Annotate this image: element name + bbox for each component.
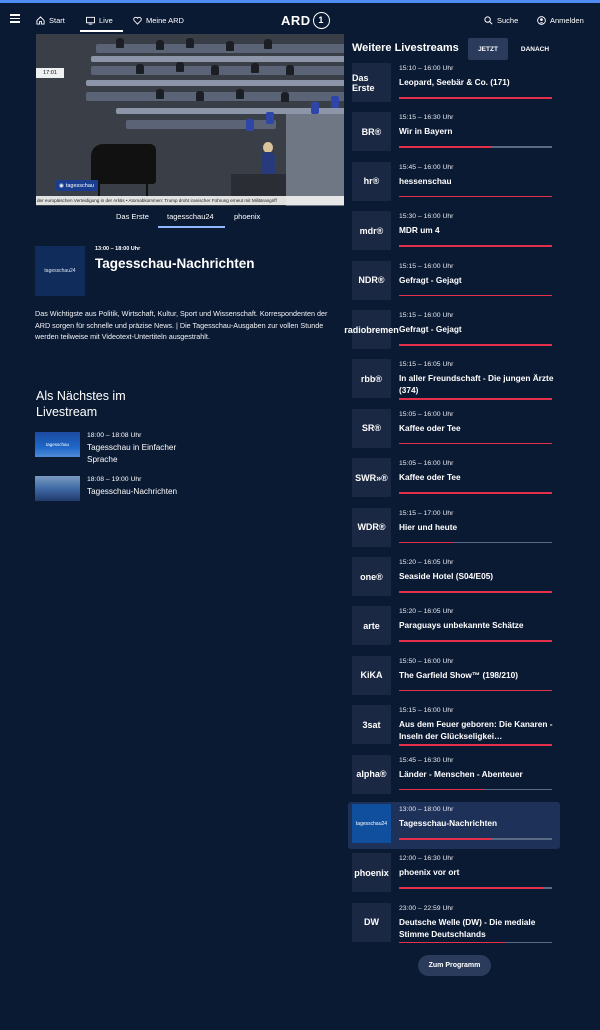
stream-progress-bar [399, 744, 552, 746]
stream-progress-bar [399, 398, 552, 400]
stream-progress-bar [399, 942, 552, 944]
stream-progress-fill [399, 942, 506, 944]
tab-tagesschau24[interactable]: tagesschau24 [167, 212, 214, 221]
logo-text: ARD [281, 12, 311, 28]
person [236, 89, 244, 99]
nav-start[interactable] [36, 11, 65, 29]
login-button[interactable] [537, 11, 584, 29]
stream-progress-bar [399, 838, 552, 840]
stream-progress-fill [399, 492, 552, 494]
stream-time: 15:15 – 16:05 Uhr [399, 361, 454, 369]
ard-logo[interactable] [281, 11, 330, 29]
stream-progress-fill [399, 344, 552, 346]
chair [311, 102, 319, 114]
stream-progress-bar [399, 97, 552, 99]
chair [246, 119, 254, 131]
chair [331, 96, 339, 108]
heart-icon [133, 16, 142, 25]
program-thumb-label: tagesschau24 [44, 268, 76, 274]
channel-bug-label: tagesschau [65, 182, 94, 189]
livestream-item[interactable] [348, 555, 560, 602]
channel-logo: 3sat [352, 705, 391, 744]
person [211, 65, 219, 75]
menu-icon[interactable] [10, 14, 20, 22]
stream-title: Gefragt - Gejagt [399, 324, 462, 334]
seat-row [86, 92, 344, 101]
channel-logo: DW [352, 903, 391, 942]
channel-logo: mdr® [352, 211, 391, 250]
chair [266, 112, 274, 124]
stream-progress-fill [399, 196, 552, 198]
stream-time: 15:15 – 16:00 Uhr [399, 262, 454, 270]
desk-row [91, 56, 344, 62]
livestream-item[interactable] [348, 604, 560, 651]
news-ticker: der europäischen Verteidigung in der Arktis • Atomabkommen: Trump droht iranischer Führung erneut mit Militärangriff [36, 196, 344, 205]
next-title: Tagesschau in Einfacher Sprache [87, 443, 177, 464]
stream-title: Länder - Menschen - Abenteuer [399, 768, 523, 779]
channel-logo: KiKA [352, 656, 391, 695]
search-icon [484, 16, 493, 25]
livestream-item[interactable] [348, 456, 560, 503]
stream-time: 15:15 – 16:00 Uhr [399, 312, 454, 319]
person [251, 63, 259, 73]
nav-live-label: Live [99, 15, 113, 25]
next-title: Tagesschau-Nachrichten [87, 487, 178, 496]
stream-title: Kaffee oder Tee [399, 422, 461, 433]
livestream-item[interactable] [348, 160, 560, 207]
stream-progress-fill [399, 542, 453, 544]
person [264, 39, 272, 49]
livestream-item[interactable] [348, 407, 560, 454]
stream-time: 15:10 – 16:00 Uhr [399, 65, 454, 72]
stream-time: 15:05 – 16:00 Uhr [399, 410, 454, 418]
channel-logo: BR® [352, 112, 391, 151]
livestream-item[interactable] [348, 110, 560, 157]
desk-row [86, 80, 344, 86]
stream-progress-bar [399, 887, 552, 889]
nav-start-label: Start [49, 15, 65, 25]
livestream-item[interactable] [348, 654, 560, 701]
stream-title: Tagesschau-Nachrichten [399, 818, 498, 828]
next-time: 18:00 – 18:08 Uhr [87, 432, 142, 439]
stream-title: Paraguays unbekannte Schätze [399, 620, 524, 631]
stream-time: 15:15 – 16:30 Uhr [399, 114, 454, 122]
livestream-item[interactable] [348, 802, 560, 849]
livestream-item[interactable] [348, 851, 560, 898]
stream-time: 15:15 – 17:00 Uhr [399, 509, 454, 517]
channel-bug [55, 180, 98, 191]
stream-progress-fill [399, 789, 483, 791]
stream-progress-bar [399, 344, 552, 346]
next-thumbnail [35, 432, 80, 457]
person [116, 38, 124, 48]
channel-logo: phoenix [352, 853, 391, 892]
livestream-item[interactable] [348, 506, 560, 553]
stream-progress-fill [399, 398, 552, 400]
channel-logo: one® [352, 557, 391, 596]
stream-title: hessenschau [399, 175, 452, 186]
login-label: Anmelden [550, 15, 584, 25]
nav-live[interactable] [86, 11, 113, 29]
stream-progress-bar [399, 146, 552, 148]
stream-progress-fill [399, 295, 552, 297]
stream-progress-fill [399, 97, 552, 99]
livestream-item[interactable] [348, 357, 560, 404]
tv-icon [86, 16, 95, 25]
search-label: Suche [497, 15, 519, 25]
stream-time: 15:30 – 16:00 Uhr [399, 213, 454, 221]
ard-one-icon: 1 [313, 12, 330, 29]
person [286, 65, 294, 75]
tab-jetzt[interactable]: JETZT [468, 38, 508, 60]
stream-time: 23:00 – 22:59 Uhr [399, 904, 454, 912]
livestream-item[interactable] [348, 61, 560, 108]
stream-title: Leopard, Seebär & Co. (171) [399, 77, 510, 87]
person [156, 40, 164, 50]
stream-title: In aller Freundschaft - Die jungen Ärzte (374) [399, 373, 554, 396]
home-icon [36, 16, 45, 25]
next-time: 18:08 – 19:00 Uhr [87, 476, 142, 483]
stream-title: The Garfield Show™ (198/210) [399, 669, 518, 680]
stream-progress-bar [399, 542, 552, 544]
stream-progress-fill [399, 690, 552, 692]
user-icon [537, 16, 546, 25]
stream-time: 15:20 – 16:05 Uhr [399, 559, 454, 566]
stream-title: MDR um 4 [399, 225, 440, 236]
livestream-item[interactable] [348, 753, 560, 800]
livestream-item[interactable] [348, 703, 560, 750]
stream-title: Wir in Bayern [399, 126, 453, 137]
person [136, 64, 144, 74]
livestream-item[interactable] [344, 308, 560, 355]
channel-logo: SWR»® [352, 458, 391, 497]
stream-progress-bar [399, 443, 552, 445]
stream-time: 15:15 – 16:00 Uhr [399, 707, 454, 715]
stream-progress-fill [399, 744, 552, 746]
person [196, 91, 204, 101]
next-thumbnail [35, 476, 80, 501]
next-item[interactable] [35, 432, 215, 472]
stream-title: Deutsche Welle (DW) - Die mediale Stimme Deutschlands [399, 916, 536, 939]
stream-progress-bar [399, 295, 552, 297]
channel-logo: NDR® [352, 261, 391, 300]
wall [286, 114, 344, 206]
seat-row [96, 44, 344, 53]
stream-title: Gefragt - Gejagt [399, 274, 462, 285]
stream-progress-fill [399, 838, 491, 840]
stream-title: phoenix vor ort [399, 867, 460, 878]
livestream-item[interactable] [348, 209, 560, 256]
stream-time: 15:20 – 16:05 Uhr [399, 608, 454, 616]
next-item[interactable] [35, 476, 215, 516]
livestreams-heading: Weitere Livestreams [352, 42, 459, 54]
stream-progress-fill [399, 443, 552, 445]
program-title: Tagesschau-Nachrichten [95, 256, 255, 271]
stream-title: Seaside Hotel (S04/E05) [399, 571, 494, 581]
channel-bug-icon: ◉ [59, 182, 64, 189]
stream-title: Aus dem Feuer geboren: Die Kanaren - Inseln der Glückseligkei… [399, 719, 553, 742]
person [281, 92, 289, 102]
channel-logo: Das Erste [352, 63, 391, 102]
stream-progress-bar [399, 690, 552, 692]
channel-logo: radiobremen [352, 310, 391, 349]
next-thumb-label: tagesschau [45, 442, 70, 447]
program-button[interactable]: Zum Programm [418, 955, 491, 976]
stream-progress-bar [399, 640, 552, 642]
channel-logo: WDR® [352, 508, 391, 547]
stream-progress-bar [399, 245, 552, 247]
livestream-item[interactable] [348, 259, 560, 306]
channel-logo: SR® [352, 409, 391, 448]
stream-time: 15:45 – 16:00 Uhr [399, 163, 454, 171]
person [156, 89, 164, 99]
next-heading: Als Nächstes im Livestream [36, 389, 126, 419]
stream-time: 15:45 – 16:30 Uhr [399, 756, 454, 764]
program-description: Das Wichtigste aus Politik, Wirtschaft, Kultur, Sport und Wissenschaft. Korrespondenten der ARD sorgen für schnelle und präzise News. | Die Tagesschau-Ausgaben zur vollen Stunde werden teilweise mit Videotext-Untertiteln ausgestrahlt. [35, 309, 328, 342]
stream-time: 13:00 – 18:00 Uhr [399, 806, 454, 813]
tab-phoenix[interactable]: phoenix [234, 212, 261, 221]
stream-progress-fill [399, 146, 491, 148]
stream-time: 15:50 – 16:00 Uhr [399, 657, 454, 665]
person [186, 38, 194, 48]
stream-progress-bar [399, 492, 552, 494]
stream-progress-bar [399, 196, 552, 198]
stream-title: Hier und heute [399, 521, 458, 532]
stream-progress-fill [399, 640, 552, 642]
top-navigation [0, 3, 600, 33]
channel-logo: rbb® [352, 359, 391, 398]
program-thumbnail [35, 246, 85, 296]
stream-progress-fill [399, 245, 552, 247]
person [176, 62, 184, 72]
channel-logo: tagesschau24 [352, 804, 391, 843]
search-button[interactable] [484, 11, 518, 29]
stream-progress-fill [399, 591, 552, 593]
nav-active-indicator [80, 30, 123, 32]
stream-progress-bar [399, 789, 552, 791]
stream-progress-fill [399, 887, 544, 889]
person [226, 41, 234, 51]
livestream-item[interactable] [348, 901, 560, 948]
channel-logo: arte [352, 606, 391, 645]
broadcast-time-badge: 17:01 [36, 68, 64, 78]
stream-title: Kaffee oder Tee [399, 472, 461, 483]
channel-logo: hr® [352, 162, 391, 201]
piano [91, 144, 156, 184]
stream-progress-bar [399, 591, 552, 593]
tab-active-indicator [158, 226, 225, 228]
stream-time: 15:05 – 16:00 Uhr [399, 460, 454, 468]
nav-meine-ard[interactable] [133, 11, 184, 29]
stream-time: 12:00 – 16:30 Uhr [399, 855, 454, 863]
channel-logo: alpha® [352, 755, 391, 794]
tab-das-erste[interactable]: Das Erste [116, 212, 149, 221]
tab-danach[interactable]: DANACH [520, 45, 550, 53]
nav-meine-ard-label: Meine ARD [146, 15, 184, 25]
program-time: 13:00 – 18:00 Uhr [95, 246, 141, 252]
